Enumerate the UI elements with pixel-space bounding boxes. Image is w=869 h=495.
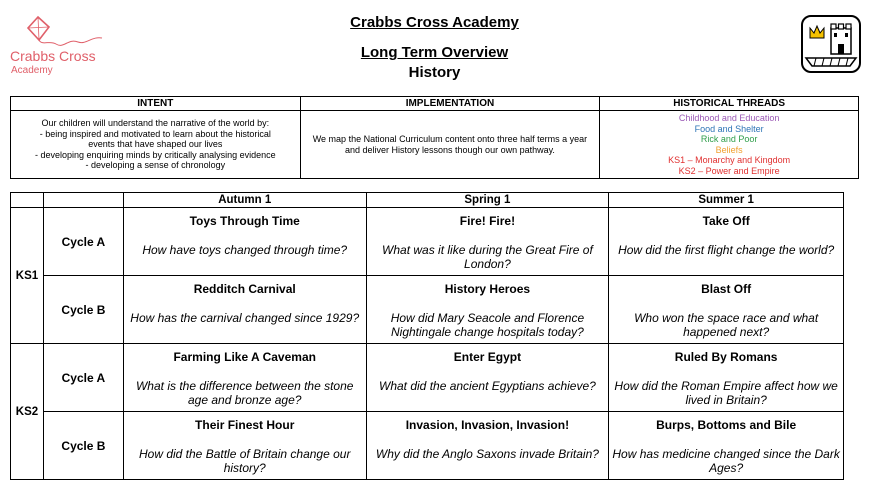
unit-question: Who won the space race and what happened next? bbox=[634, 311, 819, 339]
term-header: Summer 1 bbox=[609, 193, 844, 208]
unit-cell bbox=[123, 208, 366, 276]
unit-cell bbox=[609, 344, 844, 412]
unit-question: How did the Roman Empire affect how we lived in Britain? bbox=[614, 379, 838, 407]
unit-question: What is the difference between the stone age and bronze age? bbox=[135, 379, 354, 407]
threads-header: HISTORICAL THREADS bbox=[600, 97, 859, 111]
cycle-label: Cycle A bbox=[43, 344, 123, 412]
corner-cell bbox=[43, 193, 123, 208]
unit-title: Blast Off bbox=[701, 282, 752, 296]
unit-question: Why did the Anglo Saxons invade Britain? bbox=[375, 447, 599, 461]
unit-cell bbox=[609, 412, 844, 480]
unit-title: Ruled By Romans bbox=[674, 350, 778, 364]
unit-question: What was it like during the Great Fire of London? bbox=[382, 243, 593, 271]
thread-item: Beliefs bbox=[715, 144, 743, 155]
table-row bbox=[11, 276, 844, 344]
table-row bbox=[11, 208, 844, 276]
unit-title: Enter Egypt bbox=[453, 350, 522, 364]
overview-title: Long Term Overview bbox=[360, 44, 509, 61]
unit-cell bbox=[123, 344, 366, 412]
school-title: Crabbs Cross Academy bbox=[350, 14, 519, 31]
intent-header: INTENT bbox=[11, 97, 301, 111]
intent-table bbox=[10, 96, 859, 179]
unit-title: Their Finest Hour bbox=[195, 418, 295, 432]
threads-cell bbox=[600, 111, 859, 179]
thread-item: KS2 – Power and Empire bbox=[678, 165, 780, 176]
intent-line: events that have shaped our lives bbox=[88, 139, 223, 150]
logo-subtitle: Academy bbox=[11, 65, 53, 76]
key-stage-label: KS1 bbox=[11, 208, 44, 344]
intent-line: - being inspired and motivated to learn about the historical bbox=[39, 128, 271, 139]
cycle-label: Cycle A bbox=[43, 208, 123, 276]
unit-cell bbox=[609, 208, 844, 276]
unit-question: How has the carnival changed since 1929? bbox=[130, 311, 360, 325]
unit-title: Toys Through Time bbox=[189, 214, 300, 228]
intent-line: - developing a sense of chronology bbox=[85, 160, 226, 171]
unit-cell bbox=[366, 412, 609, 480]
thread-item: Childhood and Education bbox=[678, 113, 780, 123]
unit-cell bbox=[123, 412, 366, 480]
key-stage-label: KS2 bbox=[11, 344, 44, 480]
unit-title: Farming Like A Caveman bbox=[173, 350, 316, 364]
unit-title: Invasion, Invasion, Invasion! bbox=[405, 418, 570, 432]
term-header: Spring 1 bbox=[366, 193, 609, 208]
unit-cell bbox=[366, 276, 609, 344]
unit-title: Burps, Bottoms and Bile bbox=[656, 418, 797, 432]
intent-cell bbox=[11, 111, 301, 179]
thread-item: Food and Shelter bbox=[694, 123, 764, 134]
unit-question: How did Mary Seacole and Florence Nightingale change hospitals today? bbox=[390, 311, 585, 339]
unit-cell bbox=[123, 276, 366, 344]
unit-cell bbox=[609, 276, 844, 344]
unit-title: Fire! Fire! bbox=[459, 214, 516, 228]
unit-cell bbox=[366, 208, 609, 276]
unit-title: Redditch Carnival bbox=[193, 282, 296, 296]
unit-question: How have toys changed through time? bbox=[142, 243, 348, 257]
thread-item: Rick and Poor bbox=[700, 134, 758, 144]
intent-line: Our children will understand the narrative of the world by: bbox=[41, 118, 270, 129]
thread-item: KS1 – Monarchy and Kingdom bbox=[668, 155, 791, 165]
unit-question: How has medicine changed since the Dark Ages? bbox=[612, 447, 840, 475]
crest-icon bbox=[800, 14, 862, 74]
table-row bbox=[11, 344, 844, 412]
logo-name: Crabbs Cross bbox=[10, 48, 96, 64]
unit-question: How did the first flight change the world? bbox=[618, 243, 835, 257]
unit-question: What did the ancient Egyptians achieve? bbox=[379, 379, 596, 393]
implementation-cell: We map the National Curriculum content onto three half terms a year and deliver History lessons though our own pathway. bbox=[300, 111, 600, 179]
corner-cell bbox=[11, 193, 44, 208]
subject-title: History bbox=[408, 64, 461, 81]
term-header: Autumn 1 bbox=[123, 193, 366, 208]
cycle-label: Cycle B bbox=[43, 276, 123, 344]
cycle-label: Cycle B bbox=[43, 412, 123, 480]
overview-table bbox=[10, 192, 844, 480]
intent-line: - developing enquiring minds by critically analysing evidence bbox=[34, 149, 276, 160]
unit-cell bbox=[366, 344, 609, 412]
table-row bbox=[11, 412, 844, 480]
unit-title: History Heroes bbox=[444, 282, 531, 296]
implementation-header: IMPLEMENTATION bbox=[300, 97, 600, 111]
unit-question: How did the Battle of Britain change our history? bbox=[138, 447, 351, 475]
unit-title: Take Off bbox=[702, 214, 750, 228]
